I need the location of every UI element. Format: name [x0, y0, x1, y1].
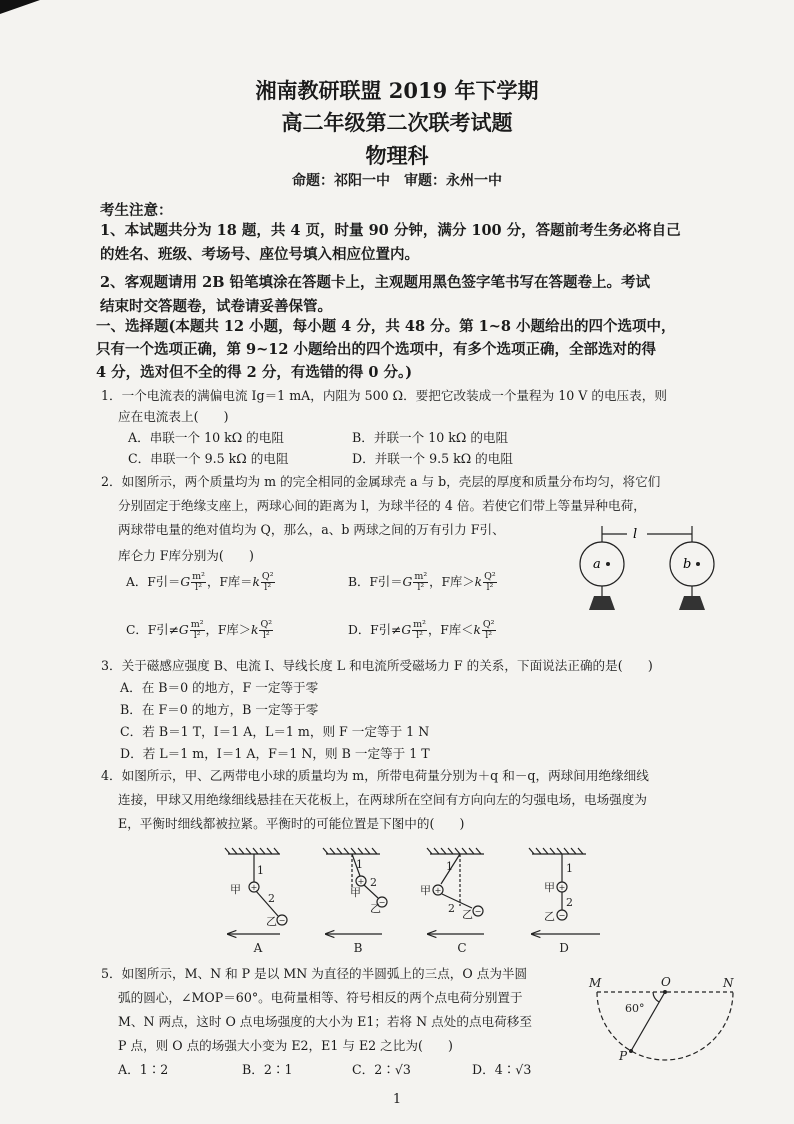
- q3-stem: 3．关于磁感应强度 B、电流 I、导线长度 L 和电流所受磁场力 F 的关系，下面说法正确的是( ): [101, 658, 653, 673]
- diagram-label-d: D: [559, 941, 569, 955]
- exam-title-line2: 高二年级第二次联考试题: [281, 110, 513, 135]
- svg-text:甲: 甲: [230, 883, 241, 896]
- q5-stem-line3: M、N 两点，这时 O 点电场强度的大小为 E1；若将 N 点处的点电荷移至: [118, 1014, 532, 1029]
- fraction: $\frac{\text{Q²}}{\text{l²}}$: [260, 619, 273, 641]
- q5-option-d: D．4∶√3: [472, 1062, 532, 1077]
- svg-text:+: +: [558, 883, 566, 892]
- svg-text:−: −: [558, 911, 566, 920]
- center-o: [663, 990, 667, 994]
- notice-title: 考生注意：: [100, 202, 173, 219]
- q4-pendulum-figure: [220, 846, 610, 958]
- q3-option-b: B．在 F＝0 的地方，B 一定等于零: [120, 702, 319, 717]
- diagram-label-c: C: [457, 941, 467, 955]
- q4-stem-line1: 4．如图所示，甲、乙两带电小球的质量均为 m，所带电荷量分别为＋q 和－q，两球间用绝缘细线: [101, 768, 649, 783]
- q2-stem-line4: 库仑力 F库分别为( ): [118, 548, 254, 563]
- exam-subject: 物理科: [365, 143, 429, 168]
- label-l: l: [633, 527, 638, 542]
- svg-text:M: M: [589, 976, 602, 990]
- q5-stem-line1: 5．如图所示，M、N 和 P 是以 MN 为直径的半圆弧上的三点，O 点为半圆: [101, 966, 528, 981]
- section1-line1: 一、选择题(本题共 12 小题，每小题 4 分，共 48 分。第 1~8 小题给出的四个选项中，: [96, 318, 676, 335]
- svg-text:+: +: [357, 877, 365, 886]
- q5-stem-line4: P 点，则 O 点的场强大小变为 E2，E1 与 E2 之比为( ): [118, 1038, 453, 1053]
- q1-option-a: A．串联一个 10 kΩ 的电阻: [128, 430, 284, 445]
- exam-title-line1: 湘南教研联盟 2019 年下学期: [255, 78, 539, 103]
- angle-label: 60°: [625, 1002, 645, 1015]
- q4-stem-line2: 连接，甲球又用绝缘细线悬挂在天花板上，在两球所在空间有方向向左的匀强电场，电场强度为: [118, 792, 647, 807]
- notice-item1-line1: 1、本试题共分为 18 题，共 4 页，时量 90 分钟，满分 100 分，答题前考生务必将自己: [100, 222, 681, 239]
- svg-text:O: O: [661, 975, 671, 989]
- fraction: $\frac{\text{Q²}}{\text{l²}}$: [482, 619, 495, 641]
- svg-text:乙: 乙: [370, 902, 381, 915]
- section1-line3: 4 分，选对但不全的得 2 分，有选错的得 0 分。): [96, 364, 413, 381]
- radius-op: [631, 992, 665, 1051]
- diagram-label-a: A: [253, 941, 263, 955]
- fraction: $\frac{\text{Q²}}{\text{l²}}$: [484, 571, 496, 593]
- diagram-label-b: B: [353, 941, 363, 955]
- fraction: $\frac{\text{m²}}{\text{l²}}$: [192, 571, 205, 593]
- q2-option-b: B．F引＝G $\frac{\text{m²}}{\text{l²}}$ ，F库＞k $\frac{\text{Q²}}{\text{l²}}$: [348, 571, 496, 593]
- q4-stem-line3: E，平衡时细线都被拉紧。平衡时的可能位置是下图中的( ): [118, 816, 465, 831]
- svg-text:N: N: [723, 976, 734, 990]
- q2-spheres-figure: [565, 512, 740, 622]
- svg-text:+: +: [250, 883, 258, 892]
- svg-text:1: 1: [566, 862, 573, 875]
- fraction: $\frac{\text{m²}}{\text{l²}}$: [190, 619, 204, 641]
- q1-stem-line1: 1．一个电流表的满偏电流 Ig＝1 mA，内阻为 500 Ω．要把它改装成一个量程为 10 V 的电压表，则: [101, 388, 667, 403]
- svg-text:−: −: [378, 898, 386, 907]
- exam-authors: 命题：祁阳一中 审题：永州一中: [292, 173, 502, 189]
- svg-text:甲: 甲: [350, 886, 361, 899]
- fraction: $\frac{\text{Q²}}{\text{l²}}$: [261, 571, 274, 593]
- q5-semicircle-figure: [585, 972, 745, 1064]
- notice-item1-line2: 的姓名、班级、考场号、座位号填入相应位置内。: [100, 246, 419, 263]
- page-number: 1: [392, 1092, 402, 1107]
- q2-option-c: C．F引≠G $\frac{\text{m²}}{\text{l²}}$ ，F库＞k $\frac{\text{Q²}}{\text{l²}}$: [126, 619, 273, 641]
- q3-option-c: C．若 B＝1 T，I＝1 A，L＝1 m，则 F 一定等于 1 N: [120, 724, 430, 739]
- svg-text:乙: 乙: [266, 915, 277, 928]
- q1-option-d: D．并联一个 9.5 kΩ 的电阻: [352, 451, 513, 466]
- q2-stem-line2: 分别固定于绝缘支座上，两球心间的距离为 l，为球半径的 4 倍。若使它们带上等量异种电荷，: [118, 498, 646, 513]
- notice-item2-line2: 结束时交答题卷，试卷请妥善保管。: [100, 298, 332, 315]
- sphere-b: [670, 542, 714, 586]
- stand-a-base: [589, 596, 615, 610]
- label-a: a: [593, 557, 601, 572]
- svg-text:2: 2: [268, 892, 275, 905]
- svg-text:甲: 甲: [544, 881, 555, 894]
- notice-item2-line1: 2、客观题请用 2B 铅笔填涂在答题卡上，主观题用黑色签字笔书写在答题卷上。考试: [100, 274, 651, 291]
- svg-text:+: +: [434, 886, 442, 895]
- q1-stem-line2: 应在电流表上( ): [118, 409, 229, 424]
- svg-text:甲: 甲: [420, 884, 431, 897]
- point-p: [629, 1049, 633, 1053]
- center-dot-b: [696, 562, 700, 566]
- q2-option-a: A．F引＝G $\frac{\text{m²}}{\text{l²}}$ ，F库＝k $\frac{\text{Q²}}{\text{l²}}$: [126, 571, 274, 593]
- svg-text:−: −: [474, 907, 482, 916]
- label-b: b: [683, 557, 692, 572]
- section1-line2: 只有一个选项正确，第 9~12 小题给出的四个选项中，有多个选项正确，全部选对的得: [96, 341, 657, 358]
- svg-text:P: P: [619, 1049, 628, 1063]
- q2-stem-line1: 2．如图所示，两个质量均为 m 的完全相同的金属球壳 a 与 b，壳层的厚度和质量分布均匀，将它们: [101, 474, 661, 489]
- angle-arc: [653, 992, 659, 1002]
- svg-text:乙: 乙: [544, 910, 555, 923]
- svg-text:1: 1: [446, 860, 453, 873]
- q3-option-a: A．在 B＝0 的地方，F 一定等于零: [120, 680, 319, 695]
- stand-b-base: [679, 596, 705, 610]
- scan-corner-mark: [0, 0, 40, 14]
- center-dot-a: [606, 562, 610, 566]
- q5-stem-line2: 弧的圆心，∠MOP＝60°。电荷量相等、符号相反的两个点电荷分别置于: [118, 990, 523, 1005]
- semicircle-arc: [597, 992, 733, 1060]
- q1-option-b: B．并联一个 10 kΩ 的电阻: [352, 430, 509, 445]
- q1-option-c: C．串联一个 9.5 kΩ 的电阻: [128, 451, 289, 466]
- fraction: $\frac{\text{m²}}{\text{l²}}$: [413, 619, 426, 641]
- q5-option-c: C．2∶√3: [352, 1062, 411, 1077]
- svg-text:2: 2: [370, 876, 377, 889]
- svg-text:−: −: [278, 916, 286, 925]
- fraction: $\frac{\text{m²}}{\text{l²}}$: [414, 571, 428, 593]
- svg-text:1: 1: [257, 864, 264, 877]
- svg-text:1: 1: [356, 858, 363, 871]
- q5-option-b: B．2∶1: [242, 1062, 293, 1077]
- sphere-a: [580, 542, 624, 586]
- q5-option-a: A．1∶2: [118, 1062, 169, 1077]
- q3-option-d: D．若 L＝1 m，I＝1 A，F＝1 N，则 B 一定等于 1 T: [120, 746, 430, 761]
- svg-text:2: 2: [566, 896, 573, 909]
- q2-stem-line3: 两球带电量的绝对值均为 Q，那么，a、b 两球之间的万有引力 F引、: [118, 522, 505, 537]
- svg-text:乙: 乙: [462, 908, 473, 921]
- svg-text:2: 2: [448, 902, 455, 915]
- q2-option-d: D．F引≠G $\frac{\text{m²}}{\text{l²}}$ ，F库＜k $\frac{\text{Q²}}{\text{l²}}$: [348, 619, 495, 641]
